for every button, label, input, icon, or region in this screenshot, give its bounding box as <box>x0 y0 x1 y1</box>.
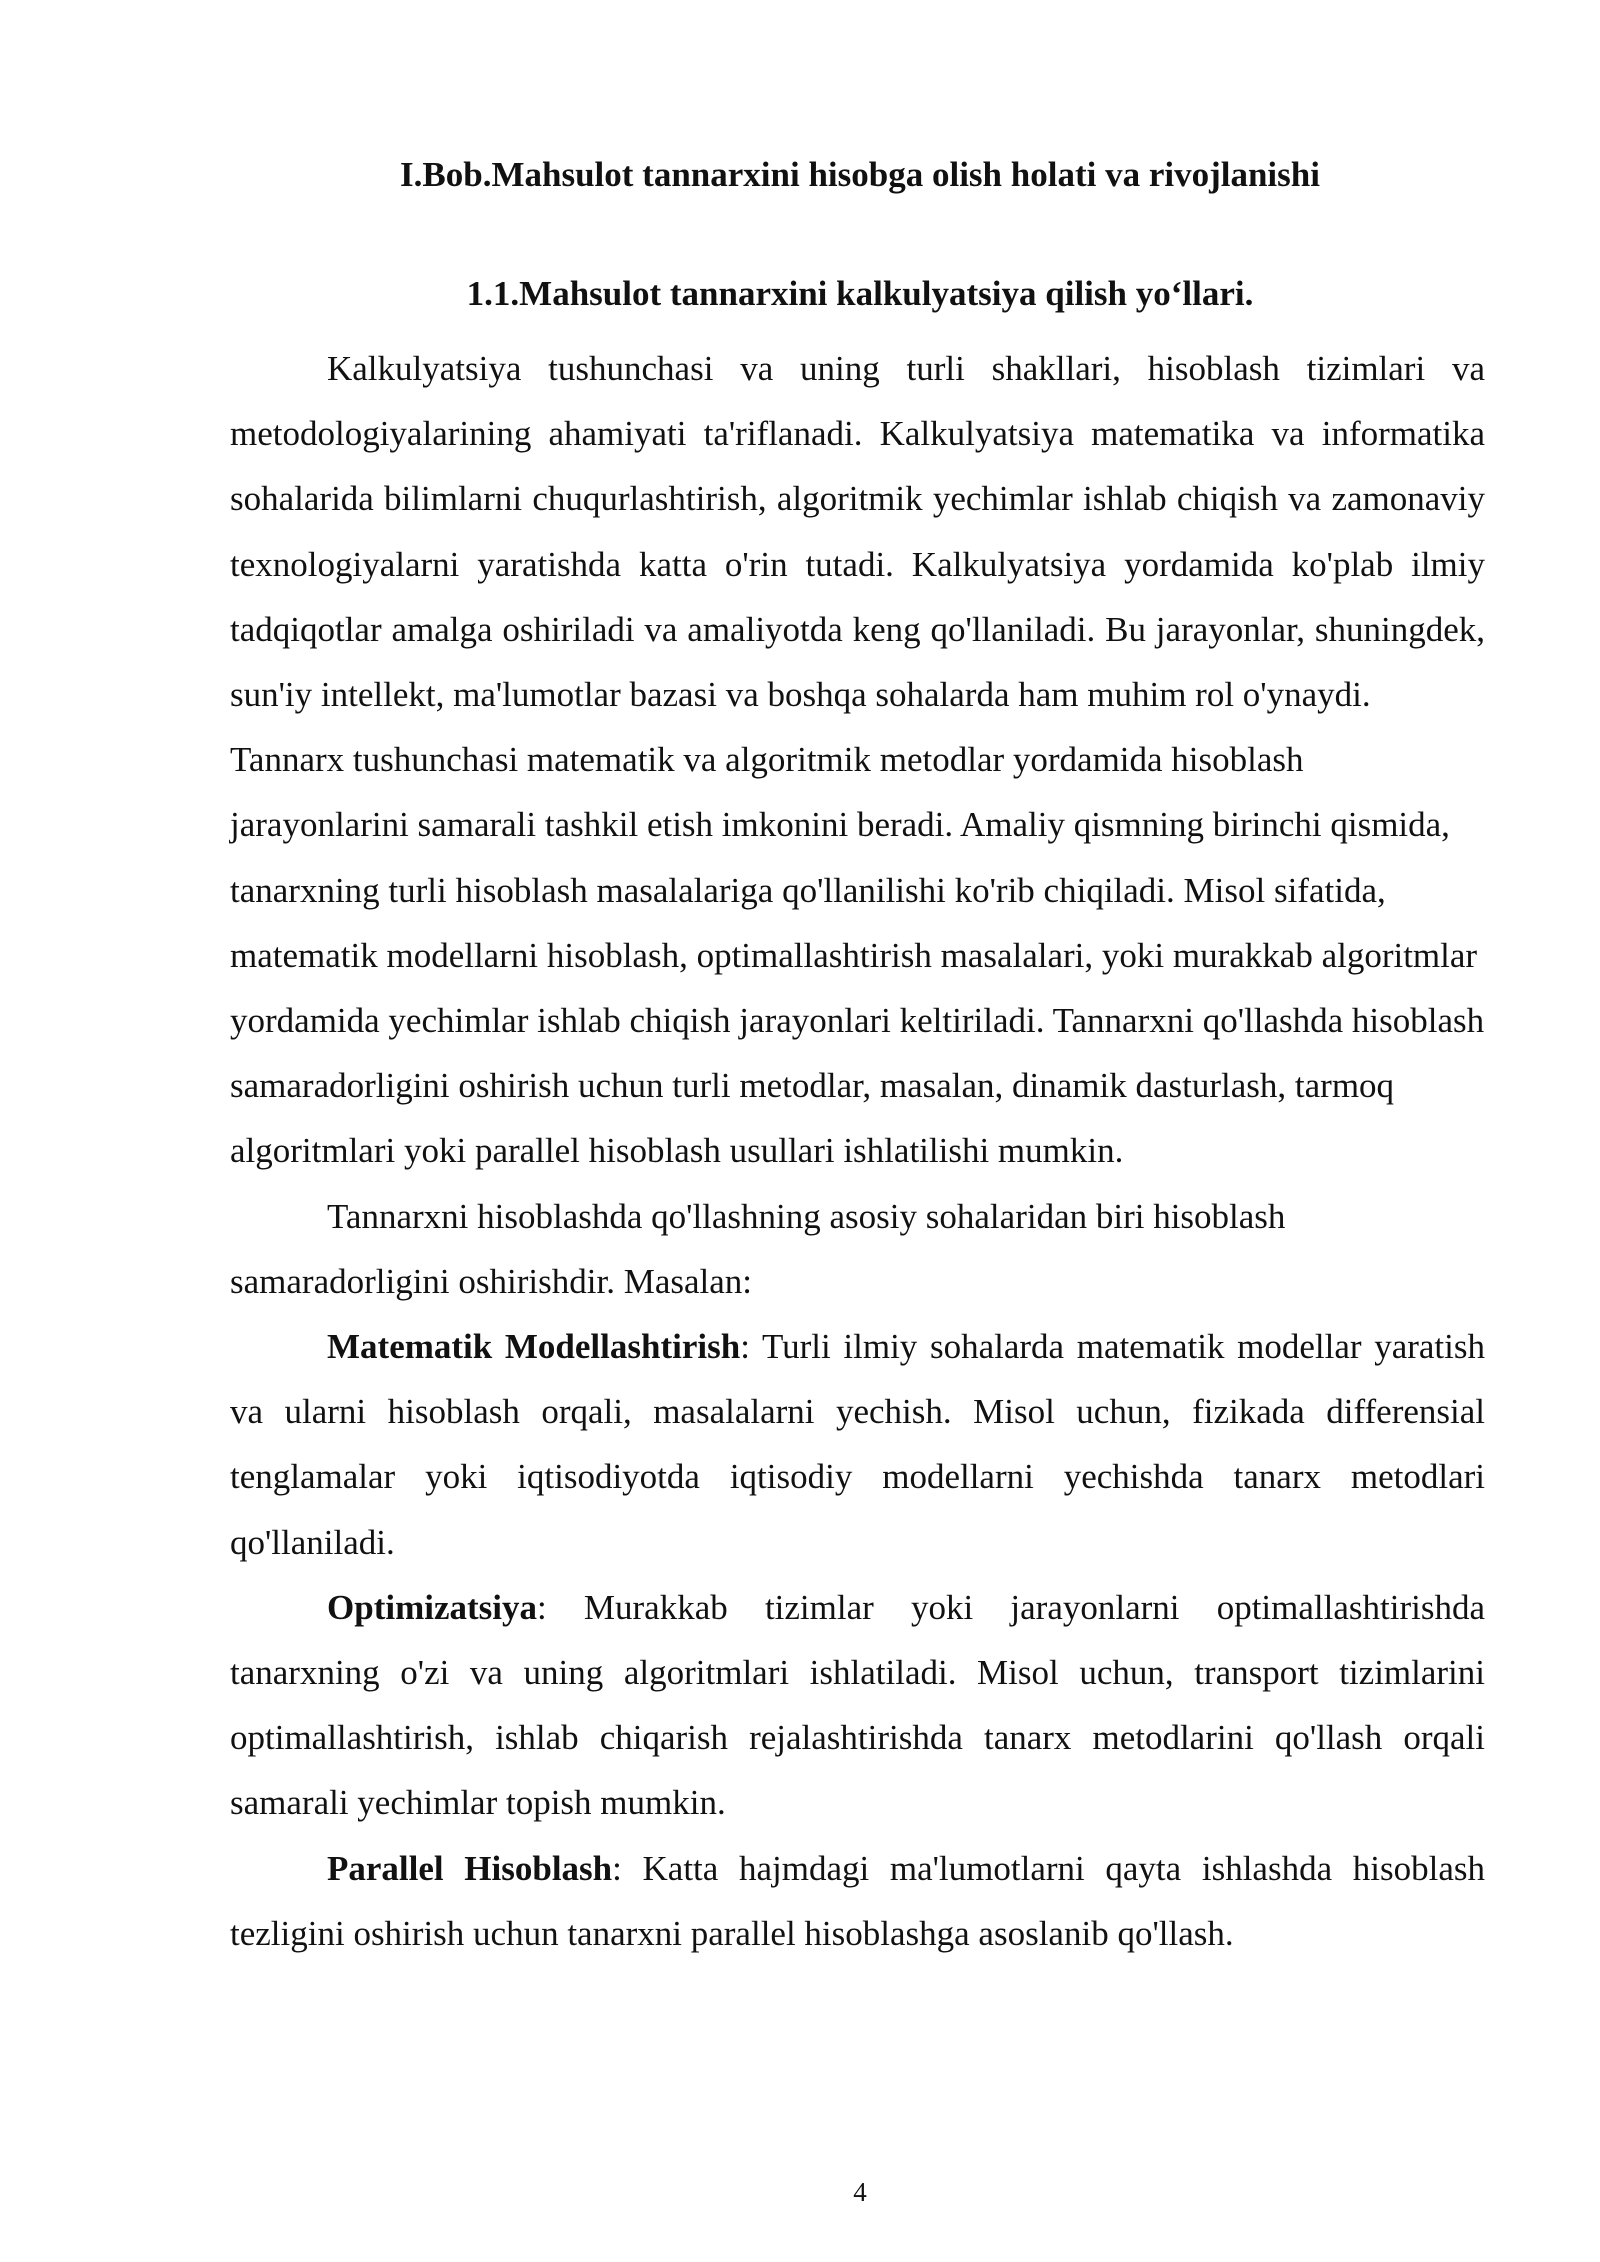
paragraph-tannarx: Tannarx tushunchasi matematik va algoritmik metodlar yordamida hisoblash jarayonlarini samarali tashkil etish imkonini beradi. Amaliy qismning birinchi qismida, tanarxning turli hisoblash masalalariga qo'llanilishi ko'rib chiqiladi. Misol sifatida, matematik modellarni hisoblash, optimallashtirish masalalari, yoki murakkab algoritmlar yordamida yechimlar ishlab chiqish jarayonlari keltiriladi. Tannarxni qo'llashda hisoblash samaradorligini oshirish uchun turli metodlar, masalan, dinamik dasturlash, tarmoq algoritmlari yoki parallel hisoblash usullari ishlatilishi mumkin. <box>230 740 1485 1171</box>
paragraph-kalkulyatsiya: Kalkulyatsiya tushunchasi va uning turli shakllari, hisoblash tizimlari va metodologiyalarining ahamiyati ta'riflanadi. Kalkulyatsiya matematika va informatika sohalarida bilimlarni chuqurlashtirish, algoritmik yechimlar ishlab chiqish va zamonaviy texnologiyalarni yaratishda katta o'rin tutadi. Kalkulyatsiya yordamida ko'plab ilmiy tadqiqotlar amalga oshiriladi va amaliyotda keng qo'llaniladi. Bu jarayonlar, shuningdek, sun'iy intellekt, ma'lumotlar bazasi va boshqa sohalarda ham muhim rol o'ynaydi. <box>230 349 1485 715</box>
section-title: 1.1.Mahsulot tannarxini kalkulyatsiya qilish yo‘llari. <box>466 274 1254 313</box>
chapter-title: I.Bob.Mahsulot tannarxini hisobga olish holati va rivojlanishi <box>400 155 1320 194</box>
term-matematik-modellashtirish: Matematik Modellashtirish <box>327 1327 741 1367</box>
paragraph-optimizatsiya <box>230 1575 1485 1836</box>
definition-parallel-hisoblash: : Katta hajmdagi ma'lumotlarni qayta ishlashda hisoblash tezligini oshirish uchun tanarxni parallel hisoblashga asoslanib qo'llash. <box>230 1848 1485 1953</box>
body-text <box>230 336 1485 1966</box>
paragraph-parallel-hisoblash <box>230 1836 1485 1966</box>
definition-optimizatsiya: : Murakkab tizimlar yoki jarayonlarni optimallashtirishda tanarxning o'zi va uning algoritmlari ishlatiladi. Misol uchun, transport tizimlarini optimallashtirish, ishlab chiqarish rejalashtirishda tanarx metodlarini qo'llash orqali samarali yechimlar topish mumkin. <box>230 1587 1485 1823</box>
term-parallel-hisoblash: Parallel Hisoblash <box>327 1848 613 1888</box>
definition-matematik-modellashtirish: : Turli ilmiy sohalarda matematik modellar yaratish va ularni hisoblash orqali, masalalarni yechish. Misol uchun, fizikada differensial tenglamalar yoki iqtisodiyotda iqtisodiy modellarni yechishda tanarx metodlari qo'llaniladi. <box>230 1327 1485 1562</box>
term-optimizatsiya: Optimizatsiya <box>327 1587 537 1627</box>
paragraph-matematik-modellashtirish <box>230 1314 1485 1575</box>
paragraph-sohalar: Tannarxni hisoblashda qo'llashning asosiy sohalaridan biri hisoblash samaradorligini oshirishdir. Masalan: <box>230 1196 1286 1301</box>
page-number: 4 <box>853 2177 867 2207</box>
